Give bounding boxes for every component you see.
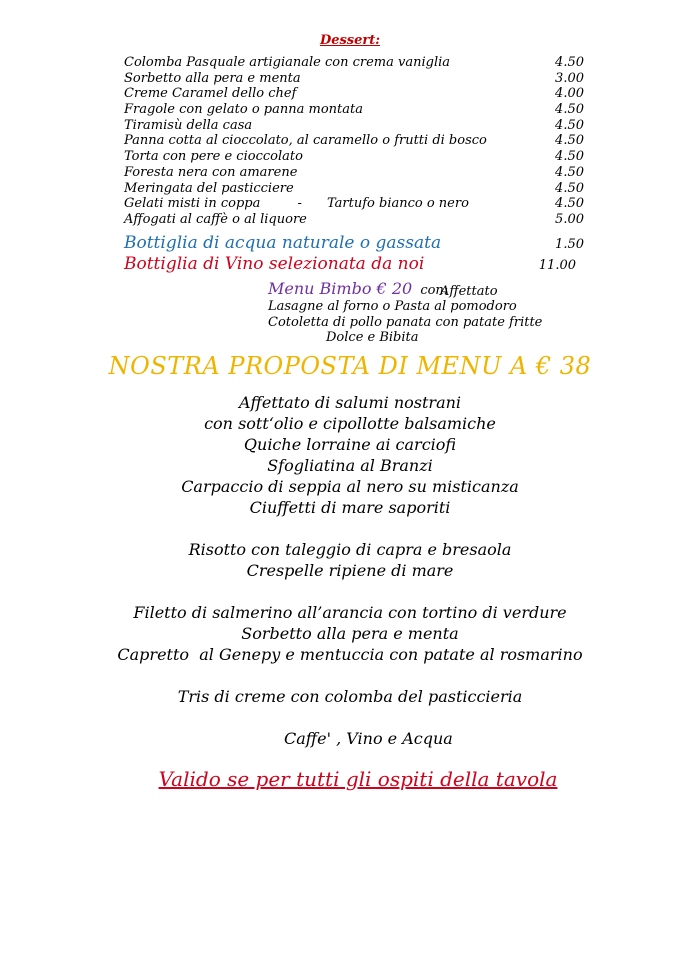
- course-item: Risotto con taleggio di capra e bresaola: [188, 540, 512, 559]
- dessert-item-extra: Tartufo bianco o nero: [327, 196, 469, 212]
- course-item: Sorbetto alla pera e menta: [241, 624, 459, 643]
- dessert-item: [124, 181, 584, 197]
- course-group: [0, 392, 679, 518]
- course-item: Crespelle ripiene di mare: [246, 561, 454, 580]
- dessert-item: [124, 212, 584, 228]
- dessert-item-name: Fragole con gelato o panna montata: [124, 102, 363, 118]
- dessert-item-name: Tiramisù della casa: [124, 117, 253, 133]
- dessert-item-price: 4.50: [555, 164, 584, 180]
- dessert-item: [124, 55, 584, 71]
- dessert-item: [124, 196, 584, 212]
- dessert-item-name: Creme Caramel dello chef: [124, 86, 297, 102]
- bimbo-menu: [268, 281, 542, 346]
- course-item: con sott‘olio e cipollotte balsamiche: [204, 414, 496, 433]
- dessert-item-price: 4.00: [555, 86, 584, 102]
- dessert-item-price: 5.00: [555, 211, 584, 227]
- dessert-item-name: Torta con pere e cioccolato: [124, 149, 303, 165]
- wine-row: [124, 254, 584, 274]
- course-item: Carpaccio di seppia al nero su misticanza: [181, 477, 519, 496]
- bimbo-item: Lasagne al forno o Pasta al pomodoro: [268, 299, 517, 314]
- dessert-list: [124, 55, 584, 228]
- dessert-item-price: 4.50: [555, 196, 584, 212]
- dessert-item-price: 4.50: [555, 55, 584, 70]
- course-group: [0, 686, 679, 707]
- course-item: Ciuffetti di mare saporiti: [249, 498, 451, 517]
- bimbo-title: Menu Bimbo € 20: [268, 279, 413, 298]
- dessert-item-name: Colomba Pasquale artigianale con crema vaniglia: [124, 55, 451, 70]
- dessert-item-name: Gelati misti in coppa -: [124, 196, 302, 212]
- wine-price: 11.00: [538, 258, 576, 273]
- dessert-item: [124, 133, 584, 149]
- dessert-item-name: Foresta nera con amarene: [124, 164, 298, 180]
- course-item: Affettato di salumi nostrani: [238, 393, 462, 412]
- validity-note: Valido se per tutti gli ospiti della tavola: [158, 767, 558, 791]
- dessert-heading: Dessert:: [319, 33, 381, 48]
- dessert-item-price: 3.00: [555, 70, 584, 86]
- dessert-item-price: 4.50: [555, 102, 584, 118]
- course-group: [0, 602, 679, 665]
- course-group: [0, 539, 679, 581]
- menu-title: NOSTRA PROPOSTA DI MENU A € 38: [108, 352, 592, 380]
- course-item: Capretto al Genepy e mentuccia con patate al rosmarino: [117, 645, 583, 664]
- dessert-item: [124, 71, 584, 87]
- bimbo-item: Dolce e Bibita: [326, 330, 419, 345]
- dessert-item: [124, 86, 584, 102]
- wine-label: Bottiglia di Vino selezionata da noi: [124, 254, 425, 274]
- course-item: Tris di creme con colomba del pasticcieria: [177, 687, 523, 706]
- course-item: Quiche lorraine ai carciofi: [243, 435, 457, 454]
- dessert-item-price: 4.50: [555, 149, 584, 165]
- dessert-item-name: Affogati al caffè o al liquore: [124, 211, 307, 227]
- bimbo-item: Affettato: [440, 284, 498, 299]
- water-row: [124, 233, 584, 253]
- dessert-item-name: Meringata del pasticciere: [124, 180, 294, 196]
- menu-courses: [0, 392, 679, 728]
- water-label: Bottiglia di acqua naturale o gassata: [124, 233, 442, 253]
- dessert-item: [124, 102, 584, 118]
- dessert-item-name: Sorbetto alla pera e menta: [124, 70, 301, 86]
- dessert-item: [124, 118, 584, 134]
- dessert-item-price: 4.50: [555, 133, 584, 149]
- water-price: 1.50: [555, 237, 584, 252]
- dessert-item-name: Panna cotta al cioccolato, al caramello o frutti di bosco: [124, 133, 487, 149]
- bimbo-con: con:: [420, 283, 449, 298]
- dessert-item: [124, 149, 584, 165]
- dessert-item-price: 4.50: [555, 117, 584, 133]
- included-drinks: Caffe' , Vino e Acqua: [284, 729, 453, 748]
- dessert-item: [124, 165, 584, 181]
- dessert-item-price: 4.50: [555, 180, 584, 196]
- course-item: Sfogliatina al Branzi: [267, 456, 433, 475]
- course-item: Filetto di salmerino all’arancia con tortino di verdure: [133, 603, 567, 622]
- bimbo-item: Cotoletta di pollo panata con patate fritte: [268, 314, 543, 330]
